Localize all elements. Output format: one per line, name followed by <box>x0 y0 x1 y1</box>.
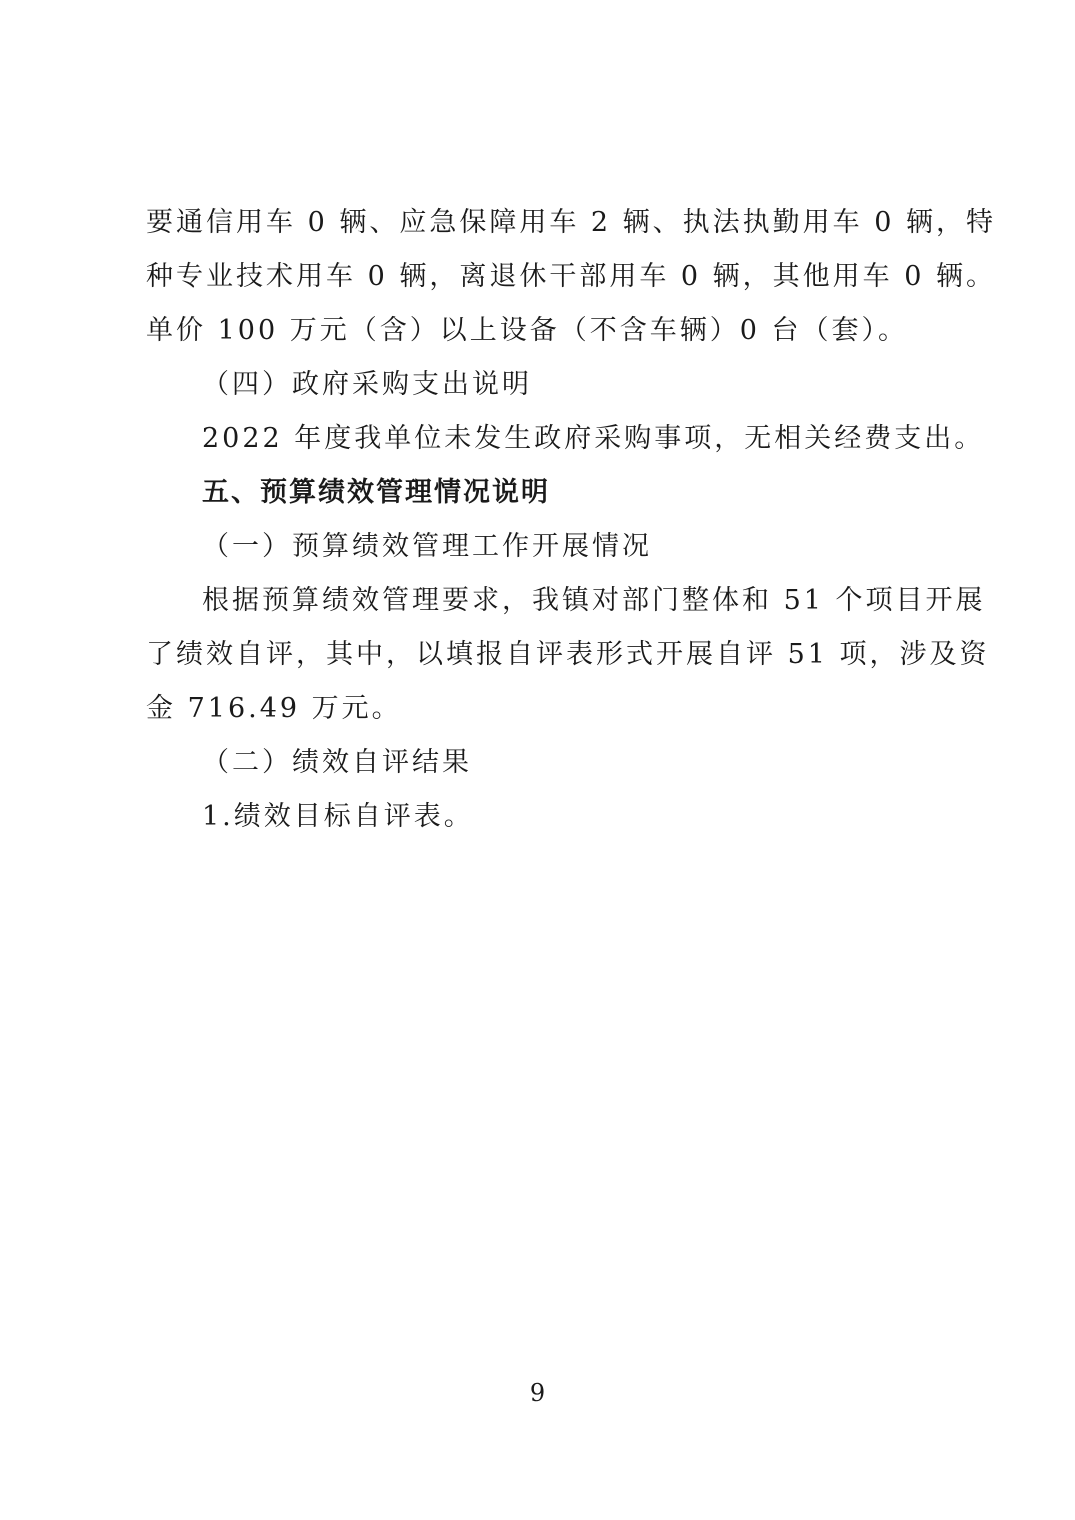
subsection-heading: （二）绩效自评结果 <box>202 747 472 778</box>
subsection-heading: （一）预算绩效管理工作开展情况 <box>202 531 652 562</box>
body-text-line: 单价 100 万元（含）以上设备（不含车辆）0 台（套）。 <box>146 315 908 346</box>
section-heading: 五、预算绩效管理情况说明 <box>202 477 550 508</box>
subsection-heading: （四）政府采购支出说明 <box>202 369 532 400</box>
body-text-line: 种专业技术用车 0 辆，离退休干部用车 0 辆，其他用车 0 辆。 <box>146 261 997 292</box>
body-text-line: 1.绩效目标自评表。 <box>202 801 474 832</box>
body-text-line: 要通信用车 0 辆、应急保障用车 2 辆、执法执勤用车 0 辆，特 <box>146 207 997 238</box>
body-text-line: 根据预算绩效管理要求，我镇对部门整体和 51 个项目开展 <box>202 585 986 616</box>
body-text-line: 2022 年度我单位未发生政府采购事项，无相关经费支出。 <box>202 423 985 454</box>
body-text-line: 金 716.49 万元。 <box>146 693 402 724</box>
page-number: 9 <box>529 1379 546 1407</box>
body-text-line: 了绩效自评，其中，以填报自评表形式开展自评 51 项，涉及资 <box>146 639 990 670</box>
